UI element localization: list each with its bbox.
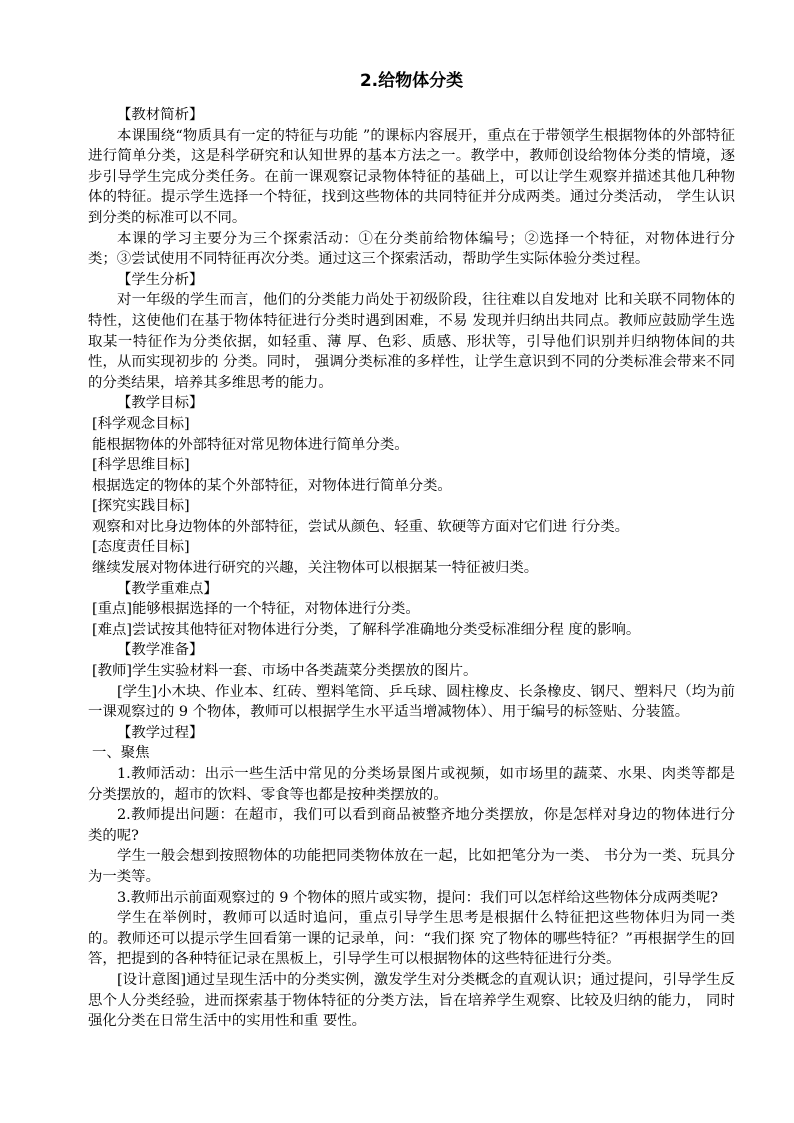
document-title: 2.给物体分类: [359, 71, 464, 91]
section-heading-textbook-analysis: 【教材简析】: [117, 107, 204, 123]
design-intent-paragraph: [设计意图]通过呈现生活中的分类实例，激发学生对分类概念的直观认识；通过提问，引导学生反思个人分类经验，进而探索基于物体特征的分类方法，旨在培养学生观察、比较及归纳的能力， 同时强化分类在日常生活中的实用性和重 要性。: [88, 971, 735, 1030]
goal-text: 根据选定的物体的某个外部特征，对物体进行简单分类。: [92, 477, 452, 494]
document-page: [88, 70, 735, 1032]
key-point-text: [重点]能够根据选择的一个特征，对物体进行分类。: [92, 601, 420, 618]
goal-text: 观察和对比身边物体的外部特征，尝试从颜色、轻重、软硬等方面对它们进 行分类。: [92, 518, 630, 535]
paragraph: 学生一般会想到按照物体的功能把同类物体放在一起，比如把笔分为一类、 书分为一类、玩具分为一类等。: [88, 848, 735, 885]
goal-subheading: [态度责任目标]: [92, 539, 190, 556]
section-heading-student-analysis: 【学生分析】: [117, 271, 204, 288]
paragraph: 本课围绕“物质具有一定的特征与功能 ”的课标内容展开，重点在于带领学生根据物体的外部特征进行简单分类，这是科学研究和认知世界的基本方法之一。教学中，教师创设给物体分类的情境，逐步引导学生完成分类任务。在前一课观察记录物体特征的基础上，可以让学生观察并描述其他几种物体的特征。提示学生选择一个特征，找到这些物体的共同特征并分成两类。通过分类活动， 学生认识到分类的标准可以不同。: [88, 127, 735, 226]
part-heading-focus: 一、聚焦: [92, 745, 150, 762]
paragraph: 1.教师活动：出示一些生活中常见的分类场景图片或视频，如市场里的蔬菜、水果、肉类等都是分类摆放的，超市的饮料、零食等也都是按种类摆放的。: [88, 766, 735, 803]
section-heading-teaching-goals: 【教学目标】: [117, 395, 204, 412]
teacher-preparation-text: [教师]学生实验材料一套、市场中各类蔬菜分类摆放的图片。: [92, 663, 478, 680]
section-heading-key-points: 【教学重难点】: [117, 580, 218, 597]
paragraph: 3.教师出示前面观察过的 9 个物体的照片或实物，提问：我们可以怎样给这些物体分成两类呢?: [117, 889, 718, 906]
section-heading-process: 【教学过程】: [117, 724, 204, 741]
paragraph: 本课的学习主要分为三个探索活动：①在分类前给物体编号；②选择一个特征，对物体进行分类；③尝试使用不同特征再次分类。通过这三个探索活动，帮助学生实际体验分类过程。: [88, 230, 735, 268]
goal-text: 继续发展对物体进行研究的兴趣，关注物体可以根据某一特征被归类。: [92, 560, 539, 577]
section-heading-preparation: 【教学准备】: [117, 642, 204, 659]
goal-text: 能根据物体的外部特征对常见物体进行简单分类。: [92, 436, 409, 453]
goal-subheading: [探究实践目标]: [92, 498, 190, 515]
student-preparation-text: [学生]小木块、作业本、红砖、塑料笔筒、乒乓球、圆柱橡皮、长条橡皮、钢尺、塑料尺（均为前一课观察过的 9 个物体，教师可以根据学生水平适当增减物体）、用于编号的标签贴、分装篮。: [88, 683, 735, 721]
goal-subheading: [科学思维目标]: [92, 457, 190, 474]
paragraph: 学生在举例时，教师可以适时追问，重点引导学生思考是根据什么特征把这些物体归为同一类的。教师还可以提示学生回看第一课的记录单，问：“我们探 究了物体的哪些特征？”再根据学生的回答，把提到的各种特征记录在黑板上，引导学生可以根据物体的这些特征进行分类。: [88, 910, 735, 968]
difficult-point-text: [难点]尝试按其他特征对物体进行分类，了解科学准确地分类受标准细分程 度的影响。: [92, 621, 641, 638]
goal-subheading: [科学观念目标]: [92, 415, 190, 432]
paragraph: 对一年级的学生而言，他们的分类能力尚处于初级阶段，往往难以自发地对 比和关联不同物体的特性，这使他们在基于物体特征进行分类时遇到困难，不易 发现并归纳出共同点。教师应鼓励学生选取某一特征作为分类依据，如轻重、薄 厚、色彩、质感、形状等，引导他们识别并归纳物体间的共性，从而实现初步的 分类。同时， 强调分类标准的多样性，让学生意识到不同的分类标准会带来不同的分类结果，培养其多维思考的能力。: [88, 292, 735, 391]
paragraph: 2.教师提出问题：在超市，我们可以看到商品被整齐地分类摆放，你是怎样对身边的物体进行分类的呢?: [88, 807, 735, 844]
